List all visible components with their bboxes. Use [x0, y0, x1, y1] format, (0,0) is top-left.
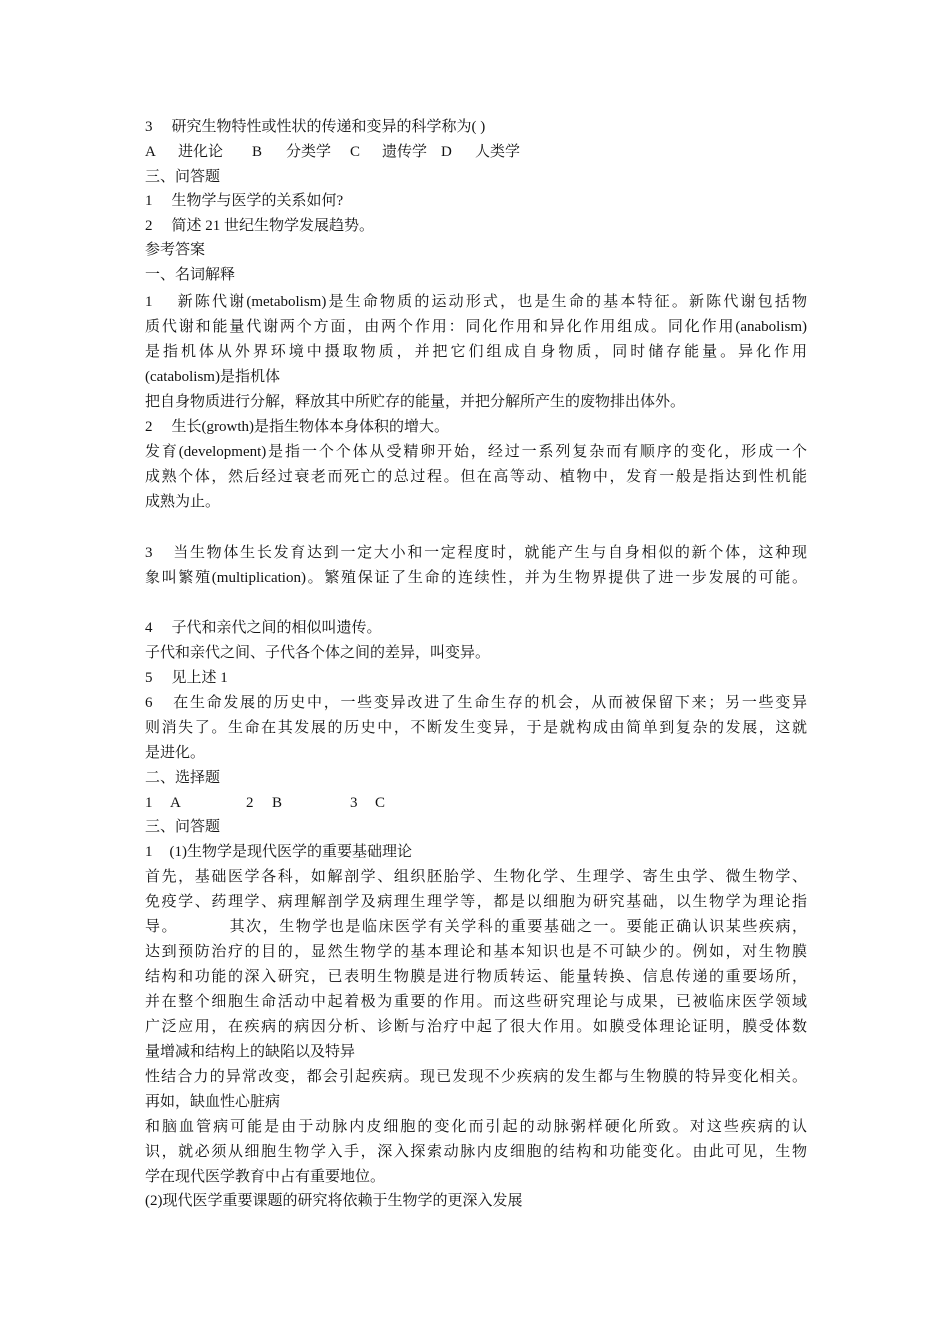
option-text: 人类学: [475, 144, 521, 160]
qa-answer-1-line: 再如，缺血性心脏病: [145, 1094, 281, 1110]
qa-answer-1-line: [145, 915, 807, 940]
answer-1-line: (catabolism)是指机体: [145, 369, 280, 385]
question-3: [145, 115, 485, 140]
answer-2-line: 成熟为止。: [145, 494, 221, 510]
question-text: 研究生物特性或性状的传递和变异的科学称为( ): [171, 119, 486, 135]
option-key: A: [145, 144, 156, 160]
answer-number: 5: [145, 670, 153, 686]
qa-answer-1-line: 并在整个细胞生命活动中起着极为重要的作用。而这些研究理论与成果，已被临床医学领域: [145, 994, 807, 1010]
qa-answer-1-line: 识，就必须从细胞生物学入手，深入探索动脉内皮细胞的结构和功能变化。由此可见，生物: [145, 1144, 807, 1160]
option-text: 遗传学: [382, 144, 428, 160]
answer-text: 见上述 1: [171, 670, 228, 686]
qa-answer-1-line: 结构和功能的深入研究，已表明生物膜是进行物质转运、能量转换、信息传递的重要场所，: [145, 969, 807, 985]
option-key: D: [441, 144, 452, 160]
answer-2-line: 成熟个体，然后经过衰老而死亡的总过程。但在高等动、植物中，发育一般是指达到性机能: [145, 469, 807, 485]
answer-2-line: 发育(development)是指一个个体从受精卵开始，经过一系列复杂而有顺序的变化，形成一个: [145, 444, 807, 460]
question-number: 3: [145, 119, 153, 135]
choice-number: 3: [350, 795, 358, 811]
qa-answer-1-line: 量增减和结构上的缺陷以及特异: [145, 1044, 356, 1060]
answer-1-line: [145, 290, 807, 315]
qa-answer-1-line: 达到预防治疗的目的，显然生物学的基本理论和基本知识也是不可缺少的。例如，对生物膜: [145, 944, 807, 960]
qa-2: [145, 214, 374, 239]
qa-answer-1-line: 学在现代医学教育中占有重要地位。: [145, 1169, 386, 1185]
answer-number: 1: [145, 844, 153, 860]
question-text: 简述 21 世纪生物学发展趋势。: [171, 218, 375, 234]
qa-answer-1-line: 免疫学、药理学、病理解剖学及病理生理学等，都是以细胞为研究基础，以生物学为理论指: [145, 894, 807, 910]
answer-6-line: 则消失了。生命在其发展的历史中，不断发生变异，于是就构成由简单到复杂的发展，这就: [145, 720, 807, 736]
option-text: 分类学: [286, 144, 332, 160]
answer-6-line: 是进化。: [145, 745, 206, 761]
answer-3-line: [145, 541, 807, 566]
answer-1-line: 把自身物质进行分解，释放其中所贮存的能量，并把分解所产生的废物排出体外。: [145, 394, 686, 410]
answer-text: 其次，生物学也是临床医学有关学科的重要基础之一。要能正确认识某些疾病，: [228, 919, 807, 935]
qa-answer-1-line: 首先，基础医学各科，如解剖学、组织胚胎学、生物化学、生理学、寄生虫学、微生物学、: [145, 869, 807, 885]
section-heading-choice: 二、选择题: [145, 770, 221, 786]
answer-number: 4: [145, 620, 153, 636]
choice-answer: A: [170, 795, 181, 811]
answer-1-line: 质代谢和能量代谢两个方面，由两个作用：同化作用和异化作用组成。同化作用(anabolism): [145, 319, 807, 335]
option-key: B: [252, 144, 263, 160]
qa-answer-1-line: 和脑血管病可能是由于动脉内皮细胞的变化而引起的动脉粥样硬化所致。对这些疾病的认: [145, 1119, 807, 1135]
reference-answers-heading: 参考答案: [145, 242, 206, 258]
question-number: 2: [145, 218, 153, 234]
answer-number: 1: [145, 294, 153, 310]
question-number: 1: [145, 193, 153, 209]
choice-answer: B: [272, 795, 283, 811]
choice-number: 1: [145, 795, 153, 811]
choice-number: 2: [246, 795, 254, 811]
question-text: 生物学与医学的关系如何?: [171, 193, 344, 209]
question-3-options: [145, 140, 565, 165]
answer-4-line: 子代和亲代之间、子代各个体之间的差异，叫变异。: [145, 645, 491, 661]
answer-5-line: [145, 666, 228, 691]
answer-text: 子代和亲代之间的相似叫遗传。: [171, 620, 382, 636]
option-key: C: [350, 144, 361, 160]
answer-text: 导。: [145, 919, 179, 935]
section-heading-qa: 三、问答题: [145, 169, 221, 185]
answer-text: 在生命发展的历史中，一些变异改进了生命生存的机会，从而被保留下来；另一些变异: [171, 695, 807, 711]
answer-2-line: [145, 415, 449, 440]
qa-answer-1-line: 广泛应用，在疾病的病因分析、诊断与治疗中起了很大作用。如膜受体理论证明，膜受体数: [145, 1019, 807, 1035]
answer-text: 新陈代谢(metabolism)是生命物质的运动形式，也是生命的基本特征。新陈代谢包括物: [175, 294, 807, 310]
qa-1: [145, 189, 343, 214]
section-heading-qa-answers: 三、问答题: [145, 819, 221, 835]
answer-number: 3: [145, 545, 153, 561]
answer-number: 6: [145, 695, 153, 711]
answer-subheading: (1)生物学是现代医学的重要基础理论: [169, 844, 412, 860]
qa-answer-1-line: 性结合力的异常改变，都会引起疾病。现已发现不少疾病的发生都与生物膜的特异变化相关。: [145, 1069, 807, 1085]
answer-number: 2: [145, 419, 153, 435]
option-text: 进化论: [178, 144, 224, 160]
answer-text: 生长(growth)是指生物体本身体积的增大。: [171, 419, 449, 435]
answer-3-line: 象叫繁殖(multiplication)。繁殖保证了生命的连续性，并为生物界提供了进一步发展的可能。: [145, 570, 807, 586]
answer-6-line: [145, 691, 807, 716]
answer-4-line: [145, 616, 382, 641]
qa-answer-1-head: [145, 840, 412, 865]
choice-answers: [145, 791, 405, 816]
answer-text: 当生物体生长发育达到一定大小和一定程度时，就能产生与自身相似的新个体，这种现: [171, 545, 807, 561]
section-heading-terms: 一、名词解释: [145, 267, 236, 283]
qa-answer-2-head: (2)现代医学重要课题的研究将依赖于生物学的更深入发展: [145, 1193, 523, 1209]
answer-1-line: 是指机体从外界环境中摄取物质，并把它们组成自身物质，同时储存能量。异化作用: [145, 344, 807, 360]
choice-answer: C: [375, 795, 386, 811]
